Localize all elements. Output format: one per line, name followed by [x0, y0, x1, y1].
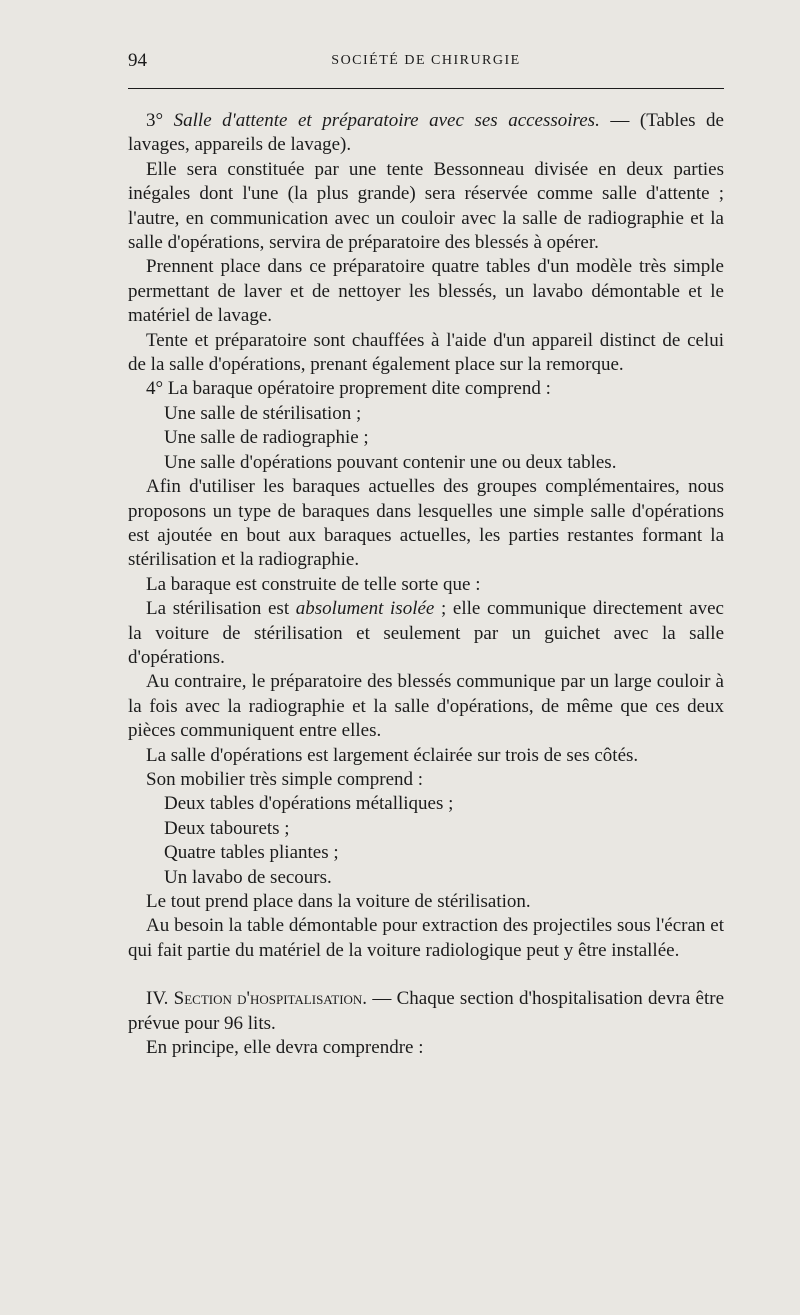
list-item: Quatre tables pliantes ; — [164, 842, 339, 864]
header-rule — [128, 88, 724, 89]
paragraph: 4° La baraque opératoire proprement dite comprend : — [146, 378, 551, 400]
section-numeral: IV. — [146, 988, 174, 1010]
paragraph-text: ; elle communique directement avec la voiture de stérilisation et seulement par un guichet avec la salle d'opérations. — [128, 598, 724, 668]
list-item: Une salle de radiographie ; — [164, 427, 369, 449]
running-title: SOCIÉTÉ DE CHIRURGIE — [331, 53, 521, 68]
paragraph-text: — Chaque section d'hospitalisation devra être prévue pour 96 lits. — [128, 988, 724, 1034]
list-item: Deux tabourets ; — [164, 817, 290, 839]
paragraph: Son mobilier très simple comprend : — [146, 768, 424, 790]
page-number: 94 — [128, 50, 147, 71]
paragraph — [128, 597, 724, 670]
paragraph: La baraque est construite de telle sorte que : — [146, 573, 481, 595]
section-title: Salle d'attente et préparatoire avec ses accessoires. — [173, 110, 600, 131]
paragraph: Elle sera constituée par une tente Bessonneau divisée en deux parties inégales dont l'une (la plus grande) sera réservée comme salle d'attente ; l'autre, en communication avec un couloir avec la salle de radiographie et la salle d'opérations, servira de préparatoire des blessés à opérer. — [128, 158, 724, 254]
paragraph: Tente et préparatoire sont chauffées à l'aide d'un appareil distinct de celui de la salle d'opérations, prenant également place sur la remorque. — [128, 329, 724, 376]
list-item: Un lavabo de secours. — [164, 866, 332, 888]
paragraph: En principe, elle devra comprendre : — [146, 1037, 424, 1059]
running-header — [128, 50, 724, 80]
paragraph-text: La stérilisation est — [146, 598, 296, 620]
paragraph: Afin d'utiliser les baraques actuelles des groupes complémentaires, nous proposons un type de baraques dans lesquelles une simple salle d'opérations est ajoutée en bout aux baraques actuelles, les parties restantes formant la stérilisation et la radiographie. — [128, 476, 724, 571]
section-paragraph — [128, 987, 724, 1036]
list-item: Une salle d'opérations pouvant contenir une ou deux tables. — [164, 451, 617, 473]
item-number: 3° — [146, 110, 164, 131]
paragraph — [128, 109, 724, 158]
paragraph: Prennent place dans ce préparatoire quatre tables d'un modèle très simple permettant de laver et de nettoyer les blessés, un lavabo démontable et le matériel de lavage. — [128, 256, 724, 327]
paragraph: Au besoin la table démontable pour extraction des projectiles sous l'écran et qui fait partie du matériel de la voiture radiologique peut y être installée. — [128, 915, 724, 961]
paragraph: Au contraire, le préparatoire des blessés communique par un large couloir à la fois avec la radiographie et la salle d'opérations, de même que ces deux pièces communiquent entre elles. — [128, 671, 724, 742]
section-heading: Section d'hospitalisation. — [173, 988, 368, 1010]
list-item: Deux tables d'opérations métalliques ; — [164, 793, 454, 815]
paragraph: La salle d'opérations est largement éclairée sur trois de ses côtés. — [146, 744, 639, 766]
emphasis-text: absolument isolée — [295, 598, 435, 620]
page-body — [128, 109, 724, 1060]
paragraph-text: — (Tables de lavages, appareils de lavage). — [128, 110, 724, 156]
paragraph: Le tout prend place dans la voiture de stérilisation. — [146, 891, 531, 912]
list-item: Une salle de stérilisation ; — [164, 402, 362, 424]
